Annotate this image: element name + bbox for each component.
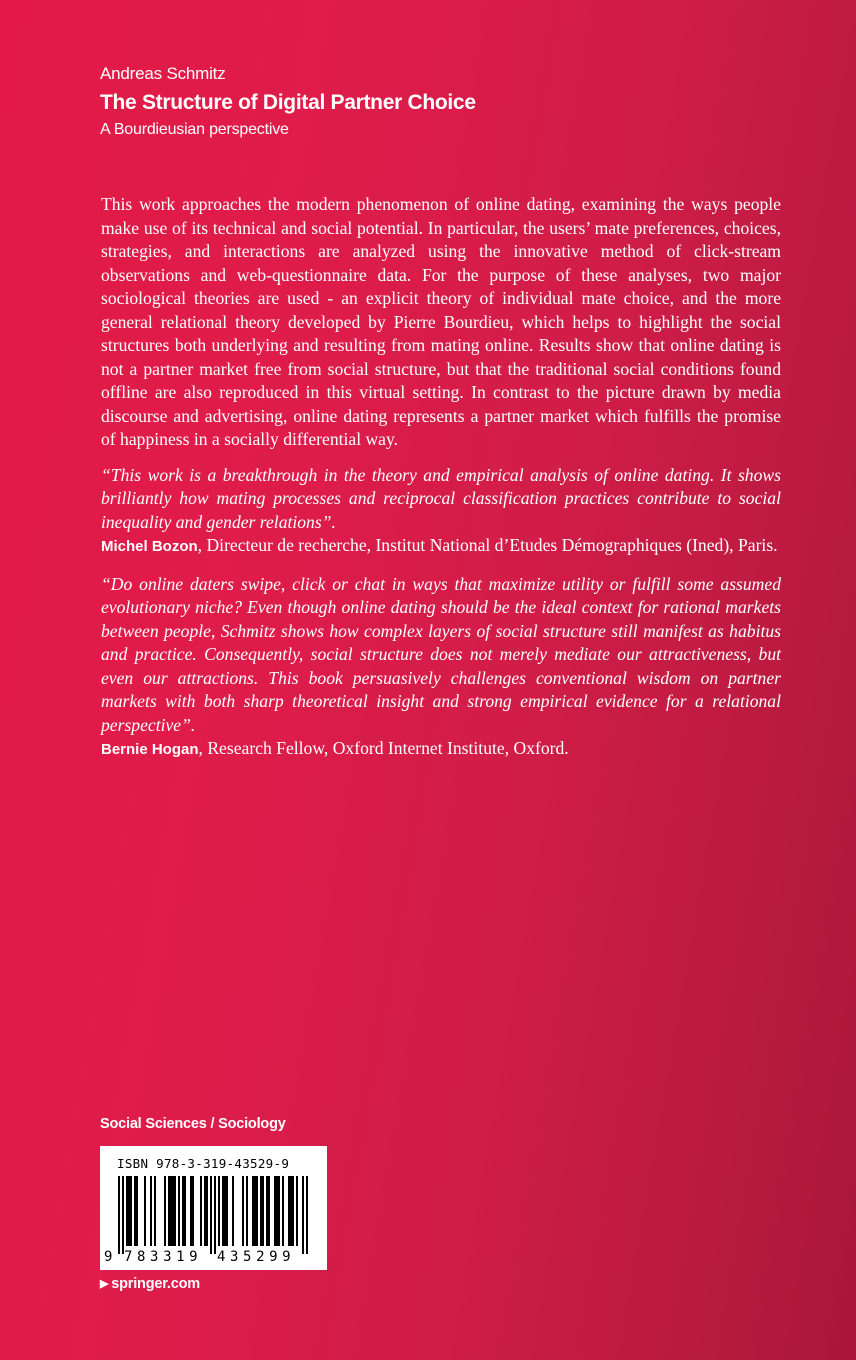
- endorser-affiliation: , Directeur de recherche, Institut National d’Etudes Démographiques (Ined), Paris.: [197, 535, 778, 555]
- barcode-bar: [222, 1176, 224, 1246]
- barcode-bar: [126, 1176, 128, 1246]
- barcode-bar: [168, 1176, 170, 1246]
- barcode-bar: [276, 1176, 278, 1246]
- barcode-bar: [282, 1176, 284, 1246]
- barcode-bar: [218, 1176, 220, 1246]
- barcode-digits-right: 435299: [217, 1249, 296, 1265]
- barcode-bar: [154, 1176, 156, 1246]
- barcode-bar: [192, 1176, 194, 1246]
- barcode-bar: [130, 1176, 132, 1246]
- barcode-bar: [122, 1176, 124, 1254]
- barcode-bar: [206, 1176, 208, 1246]
- barcode-bar: [182, 1176, 184, 1246]
- barcode-bar: [302, 1176, 304, 1254]
- endorser-affiliation: , Research Fellow, Oxford Internet Institute, Oxford.: [198, 738, 569, 758]
- barcode-bar: [306, 1176, 308, 1254]
- barcode-bar: [170, 1176, 172, 1246]
- barcode-bar: [214, 1176, 216, 1254]
- barcode-bar: [136, 1176, 138, 1246]
- website-label: springer.com: [111, 1276, 200, 1292]
- barcode-bar: [290, 1176, 292, 1246]
- barcode-bar: [292, 1176, 294, 1246]
- barcode-bar: [172, 1176, 174, 1246]
- barcode-bar: [252, 1176, 254, 1246]
- barcode-digits-left: 783319: [124, 1249, 203, 1265]
- barcode-bar: [118, 1176, 120, 1254]
- cover-header: [100, 62, 800, 141]
- endorsement-attribution: [101, 534, 781, 559]
- book-subtitle: A Bourdieusian perspective: [100, 121, 289, 138]
- barcode-bar: [260, 1176, 262, 1246]
- barcode-bar: [174, 1176, 176, 1246]
- barcode-bar: [268, 1176, 270, 1246]
- blurb-paragraph: This work approaches the modern phenomenon of online dating, examining the ways people make use of its technical and social potential. In particular, the users’ mate preferences, choices, strategies, and interactions are analyzed using the innovative method of click-stream observations and web-questionnaire data. For the purpose of these analyses, two major sociological theories are used - an explicit theory of individual mate choice, and the more general relational theory developed by Pierre Bourdieu, which helps to highlight the social structures both underlying and resulting from mating online. Results show that online dating is not a partner market free from social structure, but that the traditional social conditions found offline are also reproduced in this virtual setting. In contrast to the picture drawn by media discourse and advertising, online dating represents a partner market which fulfills the promise of happiness in a socially differential way.: [101, 194, 781, 449]
- barcode-bar: [184, 1176, 186, 1246]
- endorsement-1: [101, 464, 781, 559]
- endorsement-attribution: [101, 737, 781, 762]
- endorser-name: Michel Bozon: [101, 538, 198, 555]
- triangle-right-icon: ▶: [100, 1278, 109, 1290]
- barcode-bar: [224, 1176, 226, 1246]
- back-cover-text: [101, 193, 781, 762]
- barcode-bar: [296, 1176, 298, 1246]
- endorser-name: Bernie Hogan: [101, 741, 199, 758]
- barcode-bar: [226, 1176, 228, 1246]
- barcode-bar: [144, 1176, 146, 1246]
- publisher-website[interactable]: [100, 1276, 200, 1292]
- barcode-bar: [274, 1176, 276, 1246]
- endorsement-quote: “Do online daters swipe, click or chat in ways that maximize utility or fulfill some assumed evolutionary niche? Even though online dating should be the ideal context for rational markets between people, Schmitz shows how complex layers of social structure still manifest as habitus and practice. Consequently, social structure does not merely mediate our attractiveness, but even our attractions. This book persuasively challenges conventional wisdom on partner markets with both sharp theoretical insight and strong empirical evidence for a relational perspective”.: [101, 573, 781, 735]
- isbn-label: ISBN 978-3-319-43529-9: [117, 1156, 290, 1171]
- barcode-bar: [134, 1176, 136, 1246]
- barcode-bar: [278, 1176, 280, 1246]
- barcode-bar: [262, 1176, 264, 1246]
- barcode-bar: [232, 1176, 234, 1246]
- barcode-bar: [242, 1176, 244, 1246]
- book-title: The Structure of Digital Partner Choice: [100, 91, 476, 114]
- barcode-bar: [150, 1176, 152, 1246]
- isbn-barcode: [100, 1146, 327, 1270]
- barcode-bar: [128, 1176, 130, 1246]
- subject-category: Social Sciences / Sociology: [100, 1116, 286, 1132]
- barcode-bar: [200, 1176, 202, 1246]
- barcode-bar: [254, 1176, 256, 1246]
- endorsement-2: [101, 573, 781, 762]
- barcode-bar: [178, 1176, 180, 1246]
- author-name: Andreas Schmitz: [100, 64, 226, 83]
- barcode-bar: [204, 1176, 206, 1246]
- barcode-bar: [246, 1176, 248, 1246]
- barcode-bar: [164, 1176, 166, 1246]
- barcode-bar: [288, 1176, 290, 1246]
- barcode-lead-digit: 9: [104, 1249, 113, 1265]
- barcode-bar: [266, 1176, 268, 1246]
- barcode-bar: [190, 1176, 192, 1246]
- endorsement-quote: “This work is a breakthrough in the theory and empirical analysis of online dating. It shows brilliantly how mating processes and reciprocal classification practices contribute to social inequality and gender relations”.: [101, 464, 781, 532]
- barcode-bar: [210, 1176, 212, 1254]
- barcode-bar: [256, 1176, 258, 1246]
